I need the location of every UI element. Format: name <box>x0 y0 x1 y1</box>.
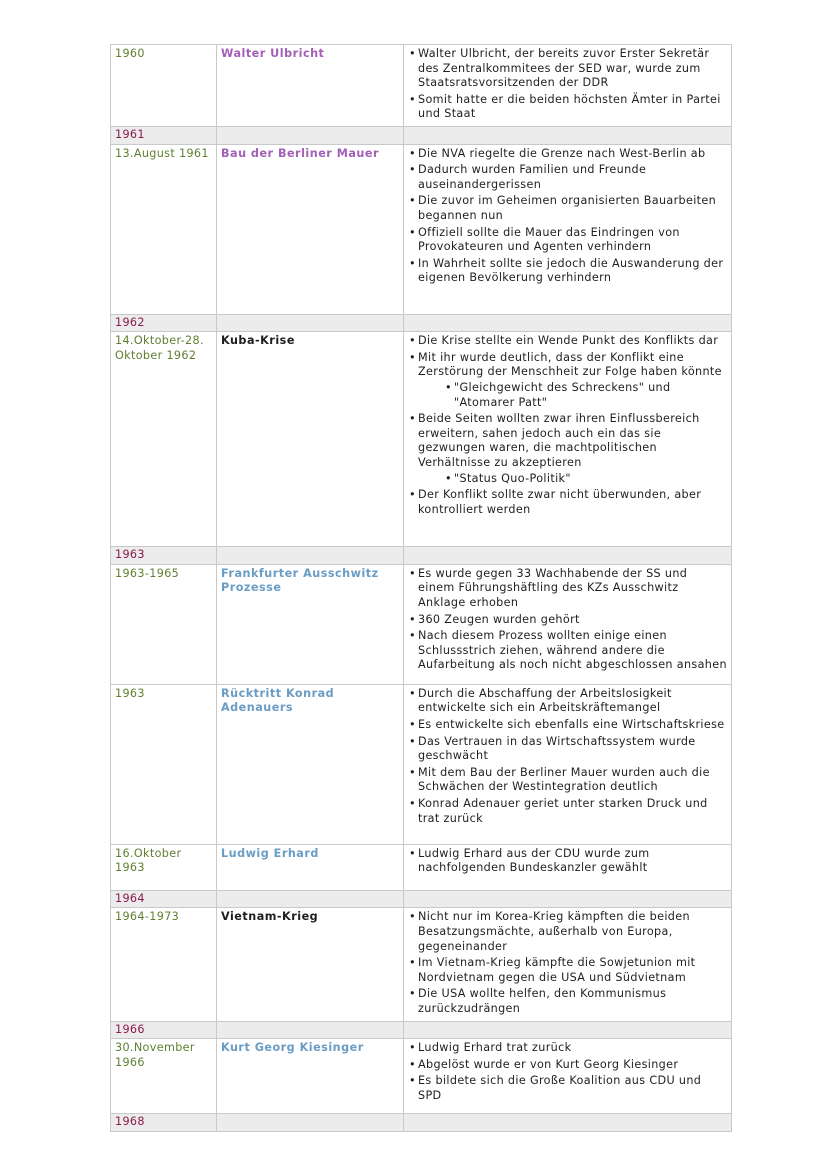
note-item <box>418 163 727 192</box>
timeline-body <box>111 45 732 1132</box>
event-date: 1963-1965 <box>111 564 217 684</box>
year-row <box>111 890 732 908</box>
note-item <box>418 334 727 349</box>
timeline-sheet <box>110 44 731 1132</box>
notes-list <box>408 1041 727 1103</box>
note-text: Dadurch wurden Familien und Freunde auseinandergerissen <box>418 163 647 191</box>
year-row <box>111 314 732 332</box>
note-item <box>418 735 727 764</box>
notes-list <box>408 910 727 1016</box>
note-text: In Wahrheit sollte sie jedoch die Auswanderung der eigenen Bevölkerung verhindern <box>418 256 724 285</box>
event-notes <box>404 908 732 1021</box>
event-notes <box>404 564 732 684</box>
event-row <box>111 844 732 890</box>
year-empty-cell <box>404 1021 732 1039</box>
note-text: Der Konflikt sollte zwar nicht überwunden, aber kontrolliert werden <box>418 488 702 516</box>
year-empty-cell <box>217 890 404 908</box>
note-item <box>418 47 727 91</box>
event-title: Rücktritt Konrad Adenauers <box>217 684 404 844</box>
year-label: 1964 <box>111 890 217 908</box>
note-item <box>418 567 727 611</box>
note-text: 360 Zeugen wurden gehört <box>418 612 580 626</box>
note-text: Offiziell sollte die Mauer das Eindringen von Provokateuren und Agenten verhindern <box>418 225 680 254</box>
note-item <box>418 956 727 985</box>
event-title: Ludwig Erhard <box>217 844 404 890</box>
event-notes <box>404 332 732 547</box>
year-empty-cell <box>404 1114 732 1132</box>
event-row <box>111 564 732 684</box>
year-label: 1962 <box>111 314 217 332</box>
year-row <box>111 126 732 144</box>
event-date: 1964-1973 <box>111 908 217 1021</box>
event-title: Walter Ulbricht <box>217 45 404 127</box>
note-text: Die zuvor im Geheimen organisierten Bauarbeiten begannen nun <box>418 194 717 222</box>
year-empty-cell <box>404 890 732 908</box>
event-notes <box>404 844 732 890</box>
note-item <box>418 797 727 826</box>
note-item <box>418 718 727 733</box>
event-notes <box>404 144 732 314</box>
note-text: Das Vertrauen in das Wirtschaftssystem wurde geschwächt <box>418 734 696 763</box>
year-empty-cell <box>404 126 732 144</box>
event-notes <box>404 1039 732 1114</box>
notes-list <box>408 847 727 876</box>
event-title: Bau der Berliner Mauer <box>217 144 404 314</box>
note-text: Die Krise stellte ein Wende Punkt des Konflikts dar <box>418 334 719 348</box>
event-row <box>111 684 732 844</box>
sub-note-item: • "Gleichgewicht des Schreckens" und "Atomarer Patt" <box>454 381 727 410</box>
event-title: Kuba-Krise <box>217 332 404 547</box>
note-item <box>418 488 727 517</box>
note-item <box>418 226 727 255</box>
note-text: Beide Seiten wollten zwar ihren Einflussbereich erweitern, sahen jedoch auch ein das sie gezwungen waren, die machtpolitischen Verhältnisse zu akzeptieren <box>418 412 700 469</box>
note-text: Die USA wollte helfen, den Kommunismus zurückzudrängen <box>418 987 667 1015</box>
notes-list <box>408 687 727 826</box>
year-empty-cell <box>217 314 404 332</box>
notes-list <box>408 147 727 286</box>
notes-list <box>408 47 727 122</box>
sub-notes-list <box>418 381 727 410</box>
note-text: Es bildete sich die Große Koalition aus CDU und SPD <box>418 1074 702 1102</box>
note-text: Nach diesem Prozess wollten einige einen Schlussstrich ziehen, während andere die Aufarbeitung als noch nicht abgeschlossen ansahen <box>418 629 727 672</box>
sub-notes-list <box>418 472 727 487</box>
note-item <box>418 1041 727 1056</box>
note-item <box>418 1074 727 1103</box>
year-empty-cell <box>217 126 404 144</box>
note-item <box>418 351 727 410</box>
year-label: 1968 <box>111 1114 217 1132</box>
note-text: Mit ihr wurde deutlich, dass der Konflikt eine Zerstörung der Menschheit zur Folge haben könnte <box>418 350 722 379</box>
note-item <box>418 93 727 122</box>
note-item <box>418 766 727 795</box>
note-item <box>418 1058 727 1073</box>
event-date: 30.November 1966 <box>111 1039 217 1114</box>
note-item <box>418 847 727 876</box>
note-text: Im Vietnam-Krieg kämpfte die Sowjetunion mit Nordvietnam gegen die USA und Südvietnam <box>418 956 696 984</box>
note-text: Es entwickelte sich ebenfalls eine Wirtschaftskriese <box>418 717 725 731</box>
event-title: Frankfurter Ausschwitz Prozesse <box>217 564 404 684</box>
year-row <box>111 1021 732 1039</box>
note-text: Die NVA riegelte die Grenze nach West-Berlin ab <box>418 146 706 160</box>
note-text: Konrad Adenauer geriet unter starken Druck und trat zurück <box>418 796 708 825</box>
note-item <box>418 910 727 954</box>
note-text: Es wurde gegen 33 Wachhabende der SS und einem Führungshäftling des KZs Ausschwitz Anklage erhoben <box>418 566 688 609</box>
sub-note-item: • "Status Quo-Politik" <box>454 472 727 487</box>
notes-list <box>408 567 727 673</box>
event-row <box>111 144 732 314</box>
note-text: Ludwig Erhard aus der CDU wurde zum nachfolgenden Bundeskanzler gewählt <box>418 846 650 875</box>
note-item <box>418 257 727 286</box>
year-empty-cell <box>217 1021 404 1039</box>
note-text: Somit hatte er die beiden höchsten Ämter in Partei und Staat <box>418 92 721 121</box>
event-title: Kurt Georg Kiesinger <box>217 1039 404 1114</box>
event-notes <box>404 684 732 844</box>
event-date: 14.Oktober-28. Oktober 1962 <box>111 332 217 547</box>
note-item <box>418 194 727 223</box>
note-text: Walter Ulbricht, der bereits zuvor Erster Sekretär des Zentralkommitees der SED war, wurde zum Staatsratsvorsitzenden der DDR <box>418 47 710 90</box>
year-empty-cell <box>404 314 732 332</box>
event-row <box>111 908 732 1021</box>
note-text: Mit dem Bau der Berliner Mauer wurden auch die Schwächen der Westintegration deutlich <box>418 765 710 794</box>
event-date: 1960 <box>111 45 217 127</box>
note-text: Nicht nur im Korea-Krieg kämpften die beiden Besatzungsmächte, außerhalb von Europa, gegeneinander <box>418 910 690 953</box>
note-item <box>418 412 727 486</box>
year-label: 1966 <box>111 1021 217 1039</box>
timeline-table <box>110 44 732 1132</box>
notes-list <box>408 334 727 517</box>
event-date: 1963 <box>111 684 217 844</box>
year-empty-cell <box>404 547 732 565</box>
year-row <box>111 547 732 565</box>
year-empty-cell <box>217 1114 404 1132</box>
note-text: Abgelöst wurde er von Kurt Georg Kiesinger <box>418 1057 679 1071</box>
event-date: 16.Oktober 1963 <box>111 844 217 890</box>
note-item <box>418 987 727 1016</box>
note-item <box>418 147 727 162</box>
note-item <box>418 687 727 716</box>
note-text: Durch die Abschaffung der Arbeitslosigkeit entwickelte sich ein Arbeitskräftemangel <box>418 686 672 715</box>
event-row <box>111 332 732 547</box>
event-row <box>111 45 732 127</box>
note-item <box>418 613 727 628</box>
event-date: 13.August 1961 <box>111 144 217 314</box>
note-text: Ludwig Erhard trat zurück <box>418 1041 572 1055</box>
year-empty-cell <box>217 547 404 565</box>
note-item <box>418 629 727 673</box>
event-notes <box>404 45 732 127</box>
year-row <box>111 1114 732 1132</box>
event-title: Vietnam-Krieg <box>217 908 404 1021</box>
event-row <box>111 1039 732 1114</box>
year-label: 1963 <box>111 547 217 565</box>
year-label: 1961 <box>111 126 217 144</box>
